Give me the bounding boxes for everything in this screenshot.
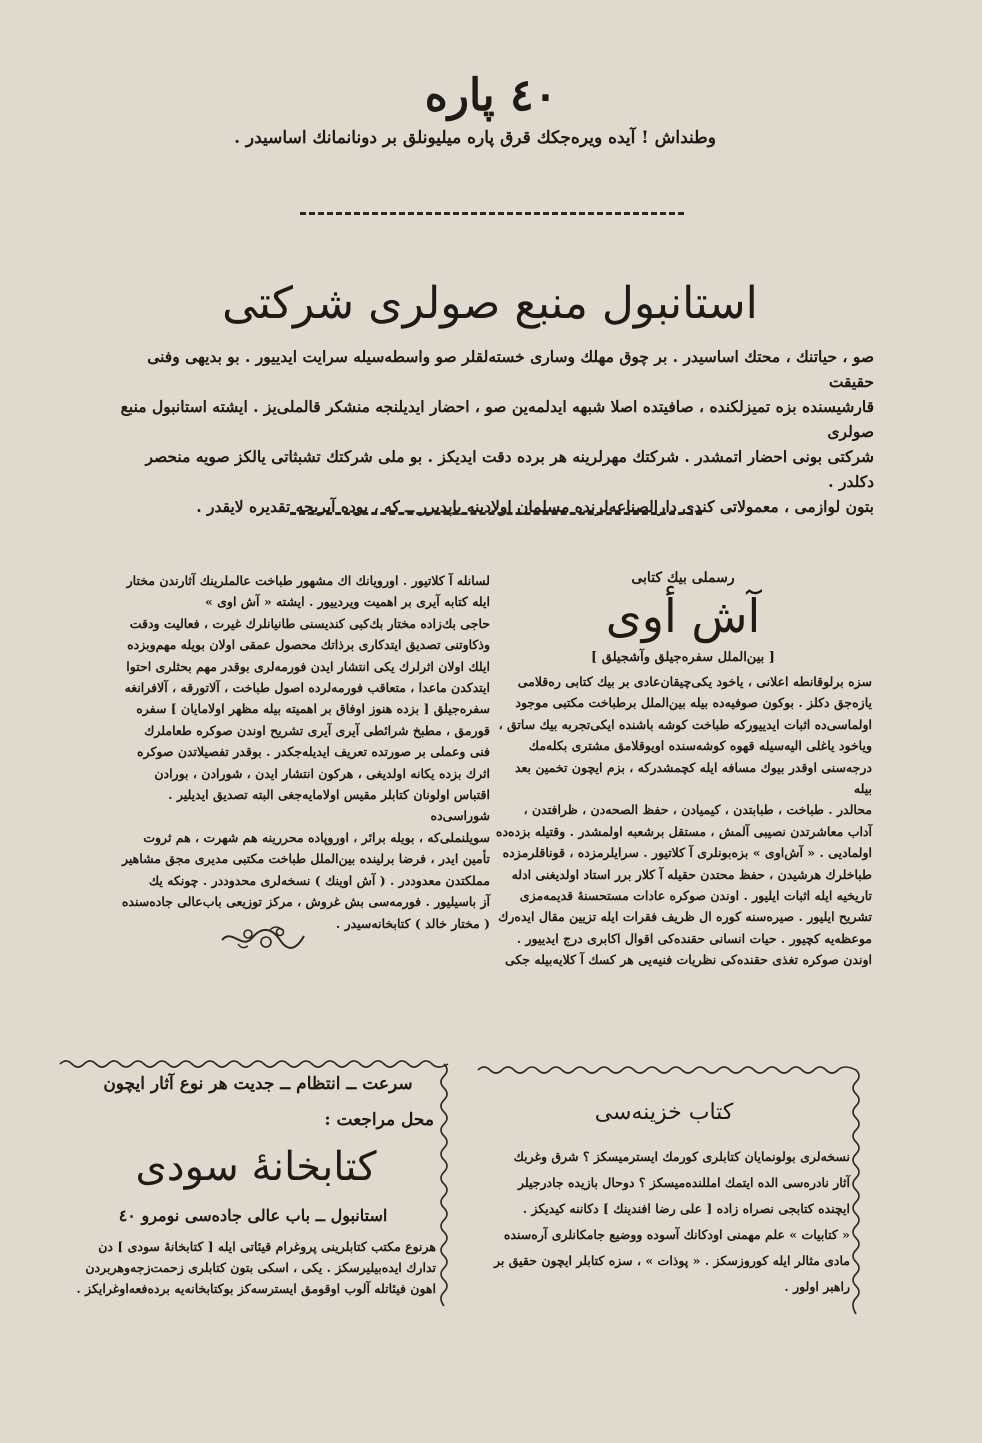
company-line: شرکتی بونی احضار اتمشدر . شرکتك مهرلرینه هر برده دقت ایدیکز . بو ملی شرکتك تشبثاتی یالکز صویه منحصر دکلدر . xyxy=(145,447,874,491)
book-review-right-column xyxy=(494,570,872,971)
ad-line: تدارك ایده‌بیلیرسکز . یکی ، اسکی بتون کتابلری زحمت‌زجه‌وهربردن xyxy=(85,1260,436,1275)
review-line: وذکاوتنی تصدیق ایتدکاری برذاتك محصول عمقی اولان بویله مهم‌وبزده xyxy=(127,637,490,653)
price-heading: ٤٠ پاره xyxy=(424,70,558,121)
review-line: محالدر . طباخت ، طبابتدن ، کیمیادن ، حفظ الصحه‌دن ، ظرافتدن ، xyxy=(523,802,872,818)
company-line: بتون لوازمی ، معمولاتی کندی دارالصناعه‌لرنده مسلمان اولادینه یاپدیرر ــ که ، بوده آیریجه تقدیره لایقدر . xyxy=(196,497,874,516)
floral-ornament-icon xyxy=(218,920,308,956)
review-line: فنی وعملی بر صورتده تعریف ایدیله‌جکدر . بوقدر تفصیلاتدن صوکره xyxy=(137,744,490,760)
print-shop-ad xyxy=(58,1056,450,1320)
review-line: موعظه‌یه کچیور . حیات انسانی حقنده‌کی اقوال اکابری درج ایدییور . xyxy=(516,930,872,946)
book-title: آش أوی xyxy=(605,589,761,643)
review-line: لسانله آ کلاتیور . اورویانك اك مشهور طباخت عالملرینك آثارندن مختار xyxy=(126,573,490,588)
treasury-line: ایچنده کتابجی نصراه زاده [ علی رضا افندینك ] دکاننه کیدیکز . xyxy=(522,1201,850,1216)
review-line: ویاخود یاغلی الیه‌سیله قهوه کوشه‌سنده اویوقلامق مشتری بکله‌مك xyxy=(528,738,872,754)
treasury-title: کتاب خزینه‌سی xyxy=(594,1100,734,1125)
treasury-line: آثار نادره‌سی الده ایتمك امللنده‌میسکز ؟ دوحال بازیده جادرجیلر xyxy=(517,1175,850,1190)
company-body xyxy=(108,344,874,519)
review-line: سزه برلوقانطه اعلانی ، یاخود یکی‌چیقان‌عادی بر بیك کتابی ره‌قلامی xyxy=(517,674,872,689)
ad-contact-label: محل مراجعت : xyxy=(324,1110,434,1130)
review-line: اولماسی‌ده اثبات ایدییورکه طباخت کوشه باشنده ایکی‌تجربه بیك ساتق ، xyxy=(498,716,872,732)
ad-body xyxy=(68,1236,436,1299)
treasury-body xyxy=(476,1144,850,1300)
treasury-line: نسخه‌لری بولونمایان کتابلری کورمك ایسترمیسکز ؟ شرق وغربك xyxy=(513,1149,850,1164)
book-kicker: رسملی بیك کتابی xyxy=(631,570,735,586)
treasury-line: راهبر اولور . xyxy=(784,1279,850,1294)
company-line: صو ، حیاتنك ، محتك اساسیدر . بر چوق مهلك وساری خسته‌لقلر صو واسطه‌سیله سرایت ایدییور . بو بدیهی وفنی حقیقت xyxy=(147,347,874,391)
review-line: مملکتدن معدوددر . ( آش اوینك ) نسخه‌لری محدوددر . چونکه یك xyxy=(148,872,490,888)
review-line: سفره‌جیلق [ بزده هنوز اوفاق بر اهمیته بیله مظهر اولامایان ] سفره xyxy=(136,701,490,717)
treasury-line: « کتابیات » علم مهمنی اودکانك آسوده ووضیع جامکانلری آره‌سنده xyxy=(503,1227,850,1242)
top-divider xyxy=(300,212,684,215)
review-line: آداب معاشرتدن نصیبی آلمش ، مستقل برشعبه اولمشدر . وقتیله بزده‌ده xyxy=(495,823,872,839)
tagline: وطنداش ! آیده ویره‌جکك قرق پاره میلیونلق بر دونانمانك اساسیدر . xyxy=(234,128,716,148)
review-line: اوندن صوکره تغذی حقنده‌کی نظریات فنیه‌یی هر کسك آ کلایه‌بیله جکی xyxy=(504,952,872,968)
review-line: حاجی بك‌زاده مختار بك‌کبی کندیسنی طانیانلرك غیرت ، فعالیت ودقت xyxy=(129,615,490,631)
treasury-line: مادی مثالر ایله کوروزسکز . « پوذات » ، سزه کتابلر ایچون حقیق بر xyxy=(494,1253,850,1268)
review-line: ایتدکدن ماعدا ، متعاقب فورمه‌لرده اصول طباخت ، آلاتورقه ، آلافرانغه xyxy=(124,680,490,696)
ad-shop-name: کتابخانهٔ سودی xyxy=(135,1144,377,1190)
review-line: تشریح ایلیور . صیره‌سنه کوره ال ظریف فقرات ایله تزیین مقال ایده‌رك xyxy=(498,909,872,925)
ad-address: استانبول ــ باب عالی جاده‌سی نومرو ٤٠ xyxy=(118,1206,388,1225)
review-line: تأمین ایدر ، فرضا برلینده بین‌الملل طباخت مکتبی مدیری مجق مشاهیر xyxy=(122,851,490,867)
review-line: اقتباس اولونان کتابلر مقیس اولامایه‌جغی البته تصدیق ایدیلیر . شوراسی‌ده xyxy=(168,787,490,824)
review-line: تاریخیه ایله اثبات ایلیور . اوندن صوکره عادات مستحسنهٔ قدیمه‌مزی xyxy=(519,888,872,904)
review-line: درجه‌سنی اوقدر بیوك مسافه ایله کچمشدرکه ، بزم ایچون تخمین بعد بیله xyxy=(514,759,872,797)
review-line: سویلنملی‌که ، بویله برائر ، اوروپاده محررینه هم شهرت ، هم ثروت xyxy=(143,829,490,845)
ad-slogan: سرعت ــ انتظام ــ جدیت هر نوع آثار ایچون xyxy=(103,1074,413,1094)
ad-line: هرنوع مکتب کتابلرینی پروغرام قیئاتی ایله [ کتابخانهٔ سودی ] دن xyxy=(98,1239,436,1254)
ad-line: اهون فیئاتله آلوب اوقومق ایسترسه‌کز بوکتابخانه‌یه برده‌فعه‌اوغرایکز . xyxy=(76,1281,436,1296)
book-review-left-column xyxy=(108,570,490,934)
review-line: آز باسیلیور . فورمه‌سی بش غروش ، مرکز توزیعی باب‌عالی جاده‌سنده xyxy=(121,894,490,910)
company-line: قارشیسنده بزه تمیزلکنده ، صافیتده اصلا شبهه ایدلمه‌ین صو ، احضار ایدیلنجه منشکر قالملی‌یز . ایشته استانبول منبع صولری xyxy=(120,397,874,441)
book-treasury-ad xyxy=(466,1064,862,1318)
company-title: استانبول منبع صولری شرکتی xyxy=(222,278,758,329)
review-line: ایله کتابه آیری بر اهمیت ویردییور . ایشته « آش اوی » xyxy=(204,594,490,610)
book-review-body-right xyxy=(494,671,872,971)
review-line: ایلك اولان اثرلرك یکی انتشار ایدن فورمه‌لری بوقدر مهم بحثلری احتوا xyxy=(126,658,490,674)
book-subtitle: [ بین‌الملل سفره‌جیلق وآشجیلق ] xyxy=(591,650,775,665)
review-line: طباخلرك هرشیدن ، حفظ محتدن حقیله آ کلار برر استاد اولدیغنی ادله‌ xyxy=(511,866,872,882)
review-line: قورمق ، مطبخ شرائطی آیری آیری تشریح اوندن صوکره طعاملرك xyxy=(144,722,490,738)
review-line: اثرك بزده یکانه اولدیغی ، هرکون انتشار ایدن ، شورادن ، بورادن xyxy=(154,765,490,781)
review-line: اولمادیی . « آش‌اوی » بزه‌بونلری آ کلاتیور . سرایلرمزده ، قوناقلرمزده xyxy=(502,845,872,861)
review-line: یازه‌جق دکلز . بوکون صوفیه‌ده بیله بین‌الملل برطباخت مکتبی موجود xyxy=(515,695,872,711)
review-line: ( مختار خالد ) کتابخانه‌سیدر . xyxy=(335,915,490,931)
middle-divider xyxy=(290,512,702,515)
